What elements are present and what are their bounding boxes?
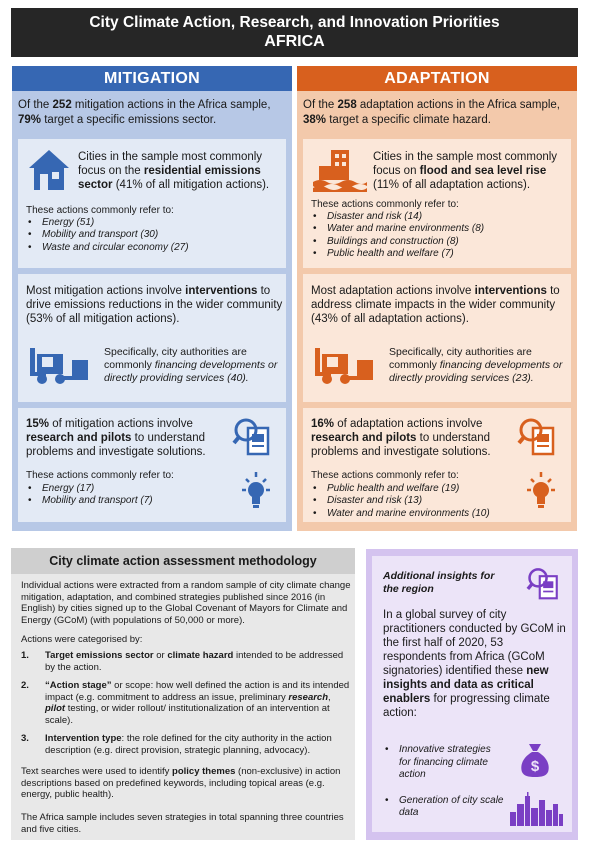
adaptation-hazard-sub: These actions commonly refer to: (311, 199, 459, 210)
insights-list (385, 744, 505, 820)
mitigation-research-sub: These actions commonly refer to: (26, 470, 174, 481)
list-item: • Innovative strategies for financing climate action (385, 744, 505, 782)
adaptation-hazard-box (303, 139, 571, 268)
adaptation-panel (297, 66, 577, 531)
list-item: • Water and marine environments (10) (313, 508, 490, 520)
adaptation-hazard-list (313, 211, 484, 260)
list-item: • Generation of city scale data (385, 795, 505, 820)
mitigation-specific-text: Specifically, city authorities are commonly financing developments or directly providing services (40). (104, 346, 278, 384)
adaptation-research-sub: These actions commonly refer to: (311, 470, 459, 481)
methodology-panel (11, 548, 355, 840)
magnifier-document-icon (517, 416, 559, 458)
adaptation-specific-text: Specifically, city authorities are commonly financing developments or directly providing services (23). (389, 346, 563, 384)
methodology-text-search: Text searches were used to identify policy themes (non-exclusive) in action descriptions based on predefined keywords, including topical areas (e.g. energy, public health). (21, 766, 341, 800)
methodology-intro: Individual actions were extracted from a random sample of city climate change mitigation, adaptation, and combined strategies published since 2016 (in English) by cities signed up to the Global Covenant of Mayors for Climate and Energy (GCoM) (with populations of 50,000 or more). (21, 580, 351, 626)
adaptation-interventions-box (303, 274, 571, 402)
mitigation-panel (12, 66, 292, 531)
list-item: • Disaster and risk (14) (313, 211, 484, 223)
magnifier-document-icon (232, 416, 274, 458)
adaptation-research-box (303, 408, 571, 522)
insights-heading: Additional insights for the region (383, 570, 495, 595)
mitigation-research-box (18, 408, 286, 522)
mitigation-intro: Of the 252 mitigation actions in the Africa sample, 79% target a specific emissions sector. (18, 99, 271, 126)
mitigation-interventions-box (18, 274, 286, 402)
list-item: • Energy (51) (28, 217, 189, 229)
mitigation-research-list (28, 483, 153, 508)
flooded-building-icon (311, 148, 367, 192)
lightbulb-icon (238, 470, 274, 514)
list-item: 1. Target emissions sector or climate hazard intended to be addressed by the action. (21, 650, 344, 673)
page-title: City Climate Action, Research, and Innovation Priorities (89, 14, 500, 31)
adaptation-interventions-text: Most adaptation actions involve interventions to address climate impacts in the wider community (43% of all adaptation actions). (311, 285, 560, 325)
forklift-icon (313, 340, 377, 386)
svg-text:$: $ (530, 758, 540, 775)
list-item: • Water and marine environments (8) (313, 223, 484, 235)
mitigation-sector-box (18, 139, 286, 268)
list-item: • Mobility and transport (30) (28, 229, 189, 241)
methodology-list (21, 650, 351, 763)
mitigation-sector-sub: These actions commonly refer to: (26, 205, 174, 216)
list-item: • Waste and circular economy (27) (28, 242, 189, 254)
adaptation-intro: Of the 258 adaptation actions in the Africa sample, 38% target a specific climate hazard. (303, 99, 561, 126)
mitigation-sector-list (28, 217, 189, 254)
methodology-heading: City climate action assessment methodology (11, 548, 355, 574)
adaptation-research-list (313, 483, 490, 520)
page-header (11, 8, 578, 57)
mitigation-research-text: 15% of mitigation actions involve research and pilots to understand problems and investigate solutions. (26, 418, 206, 458)
list-item: 3. Intervention type: the role defined for the city authority in the action description (e.g. direct provision, strategic planning, advocacy). (21, 733, 332, 756)
list-item: • Mobility and transport (7) (28, 495, 153, 507)
money-bag-icon (518, 740, 552, 778)
adaptation-heading: ADAPTATION (297, 66, 577, 91)
insights-text: In a global survey of city practitioners conducted by GCoM in the first half of 2020, 53 respondents from Africa (GCoM signatories) identified these new insights and data as critical enablers for progressing climate action: (383, 609, 566, 719)
adaptation-research-text: 16% of adaptation actions involve research and pilots to understand problems and investigate solutions. (311, 418, 491, 458)
mitigation-interventions-text: Most mitigation actions involve interventions to drive emissions reductions in the wider community (53% of all mitigation actions). (26, 285, 283, 325)
insights-panel (366, 549, 578, 840)
forklift-icon (28, 340, 92, 386)
adaptation-hazard-text: Cities in the sample most commonly focus on flood and sea level rise (11% of all adaptation actions). (373, 151, 558, 191)
list-item: • Public health and welfare (7) (313, 248, 484, 260)
methodology-categorised: Actions were categorised by: (21, 634, 143, 645)
city-skyline-icon (508, 792, 564, 826)
mitigation-sector-text: Cities in the sample most commonly focus on the residential emissions sector (41% of all mitigation actions). (78, 151, 270, 191)
methodology-sample: The Africa sample includes seven strategies in total spanning three countries and five cities. (21, 812, 344, 835)
insights-inner (372, 556, 572, 832)
list-item: 2. “Action stage” or scope: how well defined the action is and its intended impact (e.g. commitment to address an issue, preliminary research, pilot testing, or wider rollout/ institutionalization of an intervention at scale). (21, 680, 350, 726)
house-icon (27, 148, 71, 192)
list-item: • Energy (17) (28, 483, 153, 495)
list-item: • Public health and welfare (19) (313, 483, 490, 495)
page-subtitle: AFRICA (264, 33, 325, 50)
list-item: • Disaster and risk (13) (313, 495, 490, 507)
mitigation-heading: MITIGATION (12, 66, 292, 91)
lightbulb-icon (523, 470, 559, 514)
list-item: • Buildings and construction (8) (313, 236, 484, 248)
magnifier-document-icon (526, 566, 562, 600)
